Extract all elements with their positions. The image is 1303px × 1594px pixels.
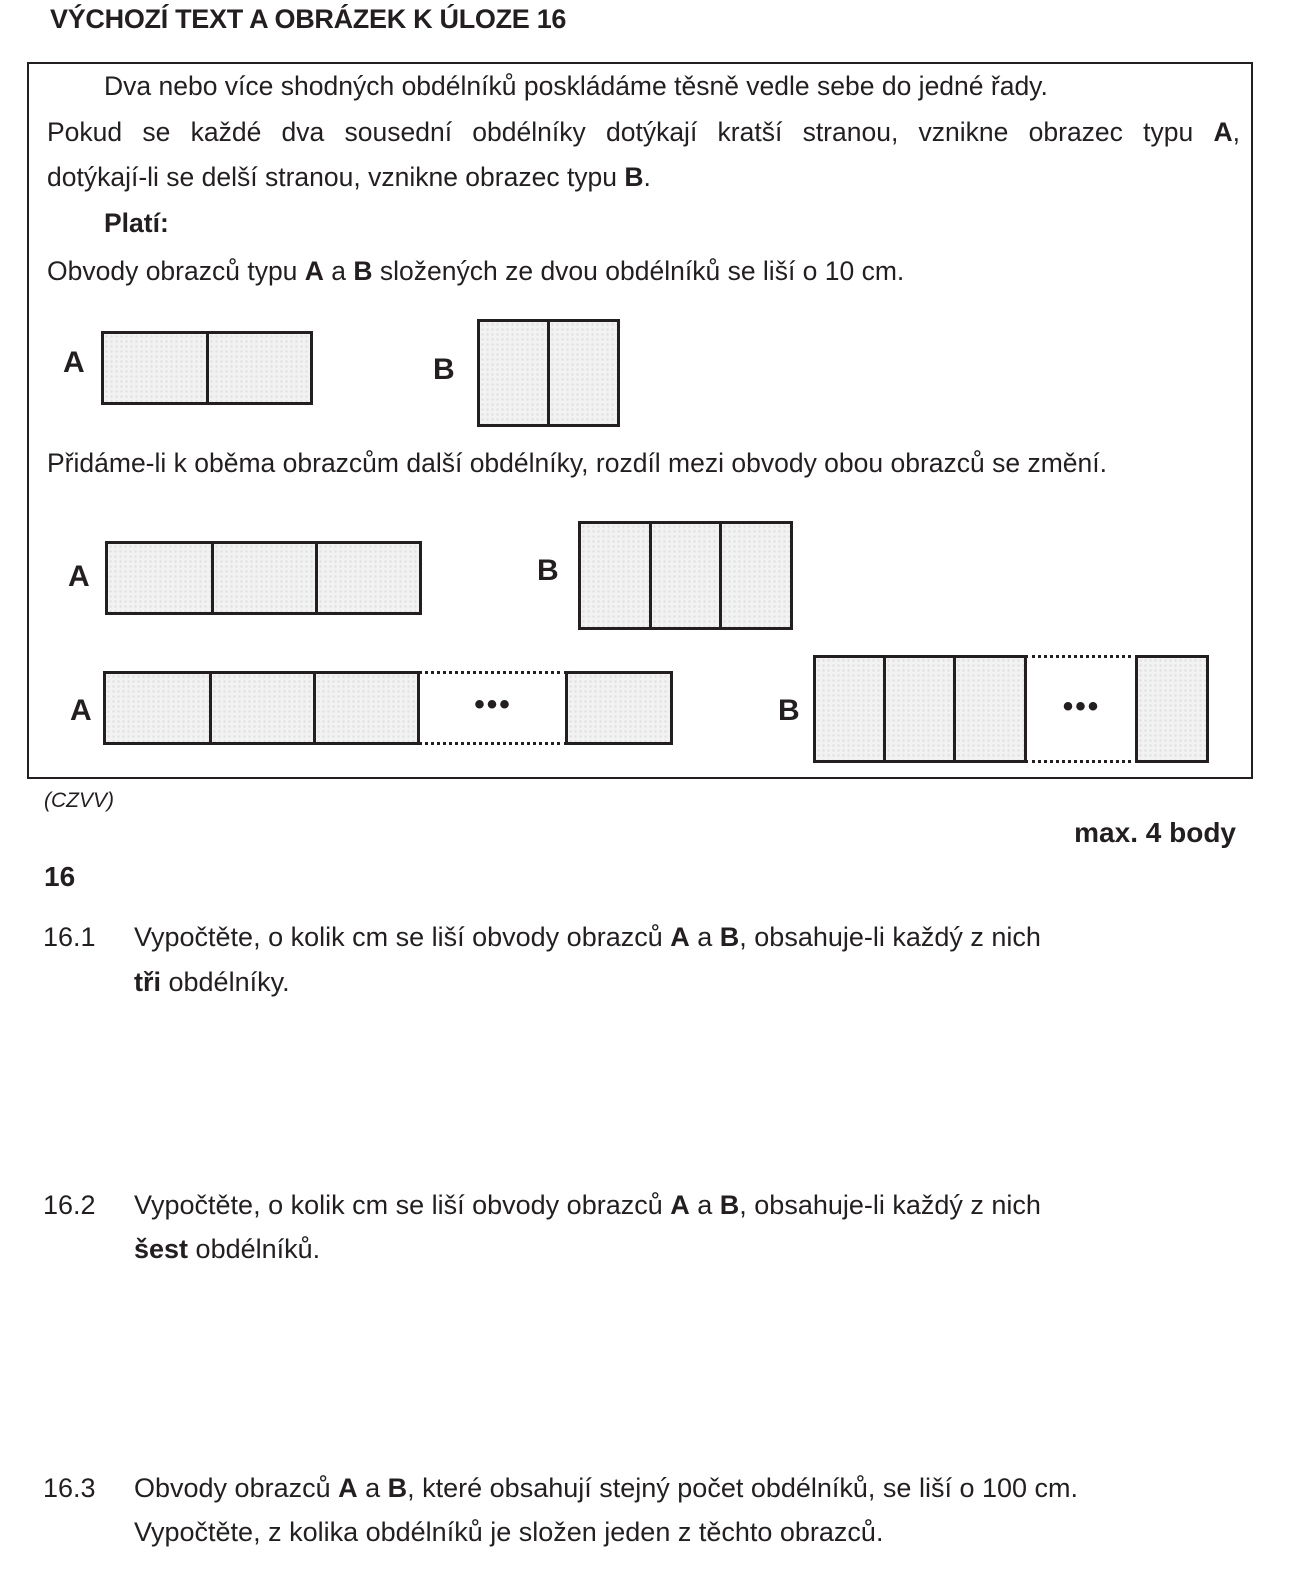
plati-label: Platí: (104, 208, 169, 238)
rectangle (101, 331, 209, 405)
question-text-line: Obvody obrazců A a B, které obsahují stejný počet obdélníků, se liší o 100 cm. (134, 1473, 1079, 1503)
ellipsis-dots: ••• (1062, 690, 1101, 723)
section-heading: VÝCHOZÍ TEXT A OBRÁZEK K ÚLOZE 16 (50, 4, 567, 34)
question-text-line: Vypočtěte, o kolik cm se liší obvody obrazců A a B, obsahuje-li každý z nich (134, 922, 1041, 952)
rectangle (315, 541, 422, 615)
figure-label-a: A (63, 346, 85, 379)
figure-label-b: B (778, 694, 800, 727)
rectangle (578, 521, 652, 630)
rectangle (477, 319, 550, 427)
intro-line-3: dotýkají-li se delší stranou, vznikne obrazec typu B. (47, 162, 651, 192)
rectangle (813, 655, 886, 763)
question-text-line: Vypočtěte, z kolika obdélníků je složen jeden z těchto obrazců. (134, 1517, 884, 1547)
rectangle (719, 521, 793, 630)
rectangle (1135, 655, 1209, 763)
intro-line-2: Pokud se každé dva sousední obdélníky dotýkají kratší stranou, vznikne obrazec typu A, (47, 117, 1240, 147)
rectangle (209, 671, 316, 745)
question-text-line: tři obdélníky. (134, 967, 290, 997)
rectangle (565, 671, 673, 745)
ellipsis-dots: ••• (474, 688, 512, 721)
figure-label-b: B (433, 353, 455, 386)
rectangle (211, 541, 318, 615)
rectangle (103, 671, 212, 745)
intro-line-5: Přidáme-li k oběma obrazcům další obdélníky, rozdíl mezi obvody obou obrazců se změní. (47, 448, 1108, 478)
task-number: 16 (44, 861, 76, 892)
rectangle (649, 521, 722, 630)
rectangle (953, 655, 1027, 763)
intro-line-4: Obvody obrazců typu A a B složených ze dvou obdélníků se liší o 10 cm. (47, 256, 905, 286)
rectangle (883, 655, 956, 763)
intro-line-1: Dva nebo více shodných obdélníků poskládáme těsně vedle sebe do jedné řady. (104, 71, 1048, 101)
figure-label-a: A (70, 694, 92, 727)
rectangle (206, 331, 313, 405)
rectangle (313, 671, 420, 745)
max-points: max. 4 body (1074, 817, 1236, 848)
rectangle (547, 319, 620, 427)
question-text-line: Vypočtěte, o kolik cm se liší obvody obrazců A a B, obsahuje-li každý z nich (134, 1190, 1041, 1220)
figure-label-a: A (68, 560, 90, 593)
source-note: (CZVV) (44, 789, 114, 812)
question-number: 16.1 (43, 922, 96, 952)
question-text-line: šest obdélníků. (134, 1234, 321, 1264)
question-number: 16.2 (43, 1190, 96, 1220)
question-number: 16.3 (43, 1473, 96, 1503)
figure-label-b: B (537, 554, 559, 587)
rectangle (105, 541, 214, 615)
